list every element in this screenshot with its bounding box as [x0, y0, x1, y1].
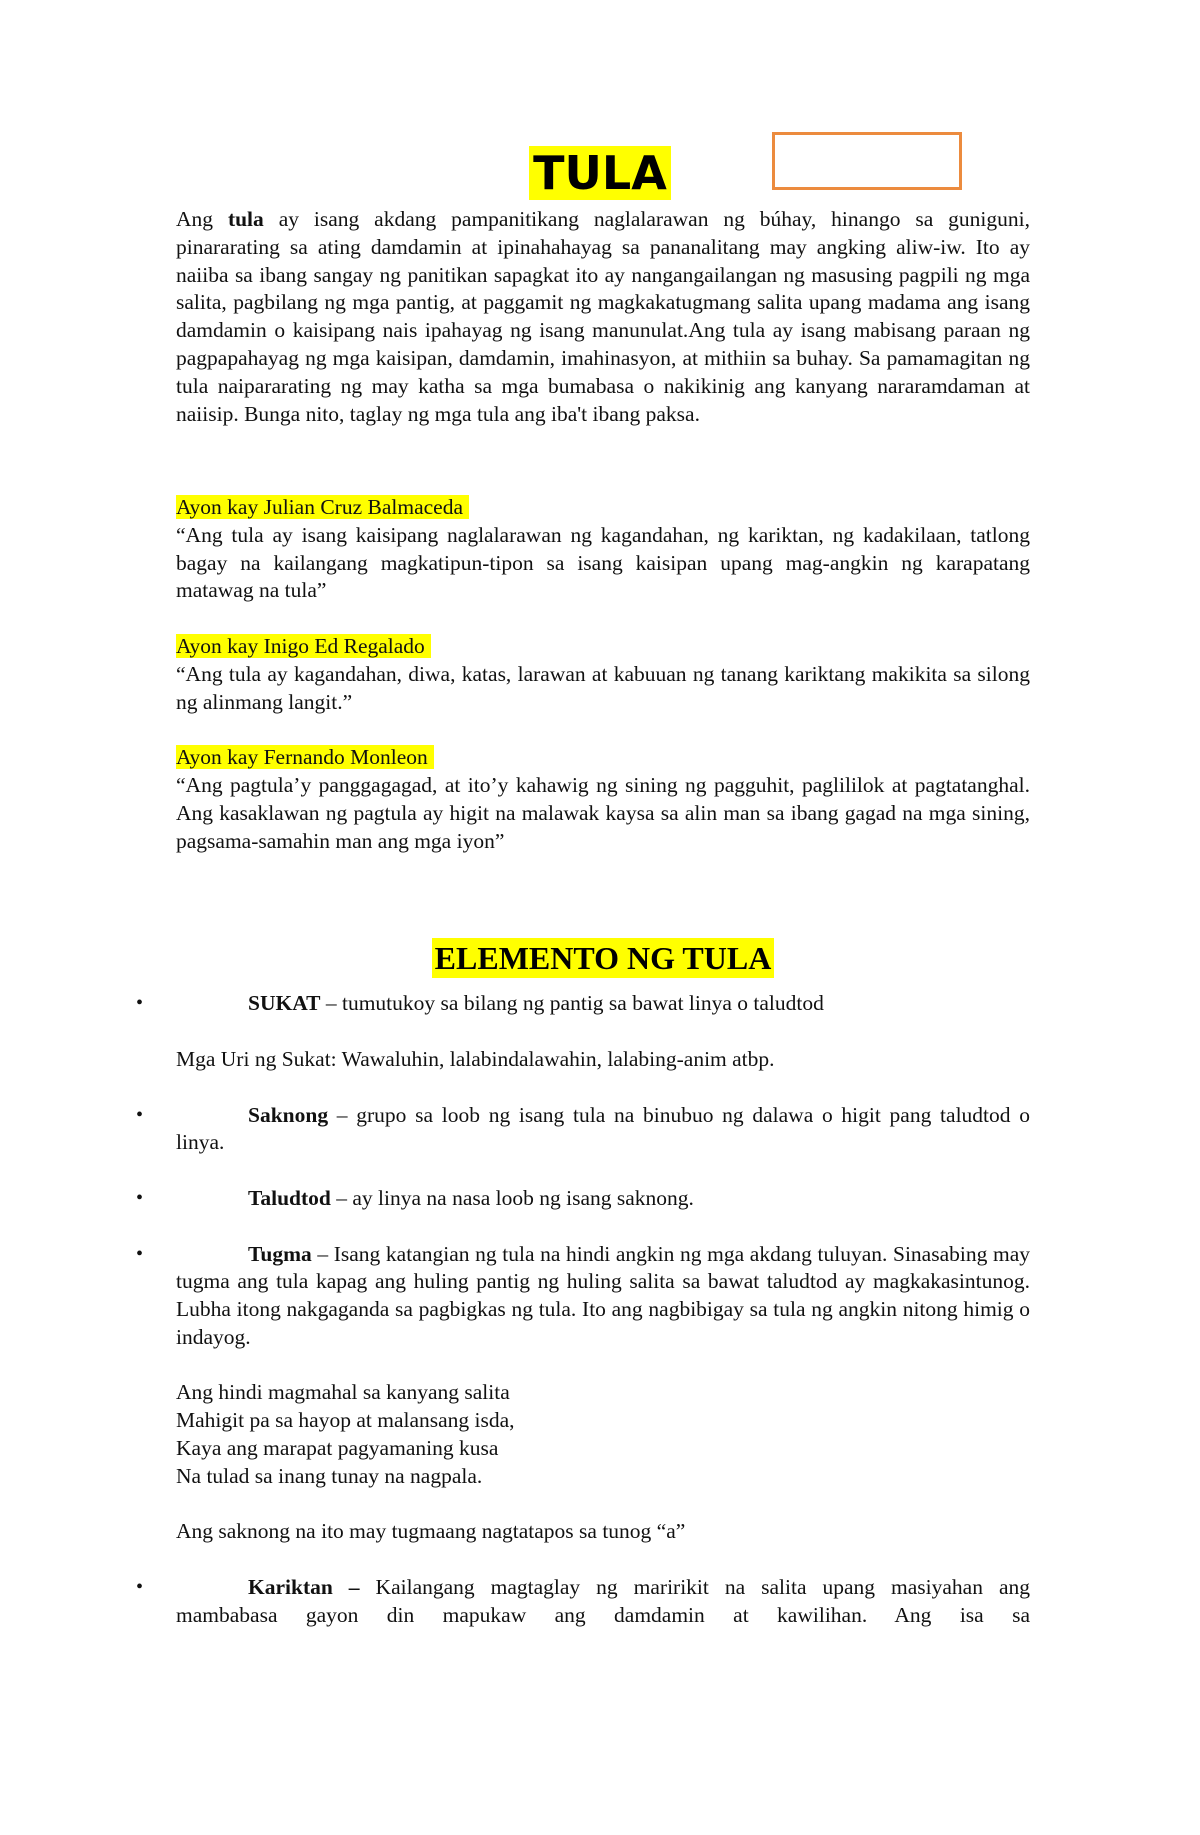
desc-sukat: – tumutukoy sa bilang ng pantig sa bawat linya o taludtod	[320, 991, 824, 1016]
bullet-icon: •	[136, 1186, 144, 1209]
verse-line: Kaya ang marapat pagyamaning kusa	[176, 1436, 499, 1461]
section-heading	[176, 938, 1030, 978]
desc-kariktan: Kailangang magtaglay ng maririkit na salita upang masiyahan ang mambabasa gayon din mapukaw ang damdamin at kawilihan. Ang isa sa	[176, 1575, 1030, 1627]
verse-line: Na tulad sa inang tunay na nagpala.	[176, 1463, 483, 1488]
intro-lead: Ang	[176, 207, 228, 231]
section-title: ELEMENTO NG TULA	[432, 938, 775, 978]
element-item-saknong	[136, 1102, 1030, 1158]
bullet-icon: •	[136, 1103, 144, 1126]
definition-quote: “Ang tula ay isang kaisipang naglalarawan ng kagandahan, ng kariktan, ng kadakilaan, tatlong bagay na kailangang magkatipun-tipon sa isang kaisipan upang mag-angkin ng karapatang matawag na tula”	[176, 522, 1030, 603]
title-container	[0, 146, 1200, 200]
desc-taludtod: – ay linya na nasa loob ng isang saknong.	[330, 1185, 694, 1210]
author-highlight: Ayon kay Julian Cruz Balmaceda	[176, 495, 469, 519]
element-item-sukat	[136, 990, 1030, 1018]
intro-text: ay isang akdang pampanitikang naglalarawan ng búhay, hinango sa guniguni, pinararating sa ating damdamin at ipinahahayag sa pananalitang may angking aliw-iw. Ito ay naiiba sa ibang sangay ng panitikan sapagkat ito ay nangangailangan ng masusing pagpili ng mga salita, pagbilang ng mga pantig, at paggamit ng magkakatugmang salita upang madama ang isang damdamin o kaisipang nais ipahayag ng isang manunulat.Ang tula ay isang mabisang paraan ng pagpapahayag ng mga kaisipan, damdamin, imahinasyon, at mithiin sa buhay. Sa pamamagitan ng tula naipararating ng may katha sa mga bumabasa o nakikinig ang kanyang nararamdaman at naiisip. Bunga nito, taglay ng mga tula ang iba't ibang paksa.	[176, 207, 1030, 426]
bullet-icon: •	[136, 1576, 144, 1599]
element-item-taludtod	[136, 1185, 1030, 1213]
sukat-note: Mga Uri ng Sukat: Wawaluhin, lalabindalawahin, lalabing-anim atbp.	[176, 1046, 775, 1071]
verse-line: Ang hindi magmahal sa kanyang salita	[176, 1380, 510, 1405]
term-kariktan: Kariktan –	[248, 1575, 360, 1600]
definition-author	[176, 494, 1030, 522]
definition-quote: “Ang pagtula’y panggagagad, at ito’y kahawig ng sining ng pagguhit, paglililok at pagtatanghal. Ang kasaklawan ng pagtula ay higit na malawak kaysa sa alin man sa ibang gagad na mga sining, pagsama-samahin man ang mga iyon”	[176, 772, 1030, 853]
page-title: TULA	[529, 146, 671, 200]
example-verse	[176, 1379, 1030, 1490]
term-taludtod: Taludtod	[248, 1185, 331, 1210]
tugma-note: Ang saknong na ito may tugmaang nagtatapos sa tunog “a”	[176, 1519, 686, 1544]
definition-author	[176, 633, 1030, 661]
term-sukat: SUKAT	[248, 991, 321, 1016]
term-tugma: Tugma	[248, 1241, 312, 1266]
desc-saknong: – grupo sa loob ng isang tula na binubuo ng dalawa o higit pang taludtod o linya.	[176, 1102, 1030, 1155]
document-body	[136, 206, 1030, 1630]
intro-bold-term: tula	[227, 207, 264, 231]
element-item-kariktan	[136, 1574, 1030, 1630]
definition-quote: “Ang tula ay kagandahan, diwa, katas, larawan at kabuuan ng tanang kariktang makikita sa silong ng alinmang langit.”	[176, 661, 1030, 714]
author-highlight: Ayon kay Fernando Monleon	[176, 745, 434, 769]
intro-paragraph	[176, 206, 1030, 428]
bullet-icon: •	[136, 1242, 144, 1265]
bullet-icon: •	[136, 992, 144, 1015]
desc-tugma: – Isang katangian ng tula na hindi angkin ng mga akdang tuluyan. Sinasabing may tugma ang tula kapag ang huling pantig ng huling salita sa bawat taludtod ay magkakasintunog. Lubha itong nakgaganda sa pagbigkas ng tula. Ito ang nagbibigay sa tula ng angkin nitong himig o indayog.	[176, 1241, 1030, 1349]
verse-line: Mahigit pa sa hayop at malansang isda,	[176, 1408, 515, 1433]
term-saknong: Saknong	[248, 1102, 329, 1127]
author-highlight: Ayon kay Inigo Ed Regalado	[176, 634, 431, 658]
element-item-tugma	[136, 1241, 1030, 1352]
definition-author	[176, 744, 1030, 772]
